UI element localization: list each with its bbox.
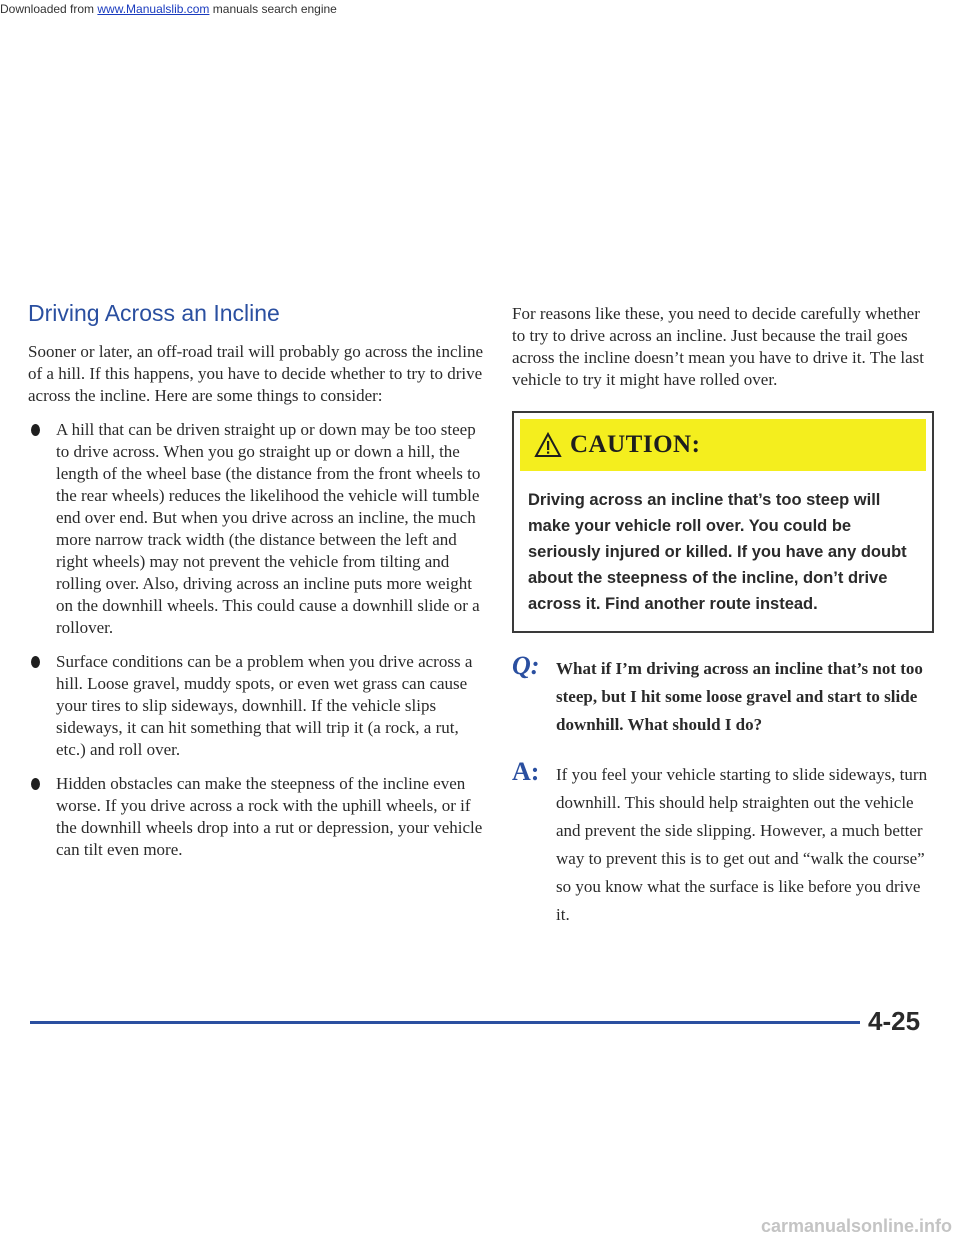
header-suffix: manuals search engine [209,2,337,16]
right-intro-paragraph: For reasons like these, you need to decide carefully whether to try to drive across an incline. Just because the trail goes across the incline doesn’t mean you have to drive it. The last vehicle to try it might have rolled over. [512,304,924,389]
bullet-icon [31,424,40,436]
site-watermark: carmanualsonline.info [760,1216,952,1236]
considerations-list [28,419,484,861]
intro-paragraph: Sooner or later, an off-road trail will probably go across the incline of a hill. If this happens, you have to decide whether to try to drive across the incline. Here are some things to consider: [28,342,484,405]
footer-rule [30,1021,860,1024]
download-header [0,2,960,16]
page-number: 4-25 [868,1006,921,1036]
bullet-icon [31,656,40,668]
bullet-icon [31,778,40,790]
caution-text: Driving across an incline that’s too steep will make your vehicle roll over. You could be seriously injured or killed. If you have any doubt about the steepness of the incline, don’t drive across it. Find another route instead. [528,491,907,613]
list-item [28,419,484,639]
warning-triangle-icon [534,432,562,458]
left-column [28,300,484,873]
section-title: Driving Across an Incline [28,300,280,326]
question-label: Q: [512,651,540,680]
list-item [28,651,484,761]
bullet-text: Hidden obstacles can make the steepness of the incline even worse. If you drive across a rock with the uphill wheels, or if the downhill wheels drop into a rut or depression, your vehicle can tilt even more. [56,774,483,859]
bullet-text: A hill that can be driven straight up or down may be too steep to drive across. When you go straight up or down a hill, the length of the wheel base (the distance from the front wheels to the rear wheels) reduces the likelihood the vehicle will tumble end over end. But when you drive across an incline, the much more narrow track width (the distance between the left and right wheels) may not prevent the vehicle from tilting and rolling over. Also, driving across an incline puts more weight on the downhill wheels. This could cause a downhill slide or a rollover. [56,420,481,637]
list-item [28,773,484,861]
right-column [512,303,934,929]
answer-text: If you feel your vehicle starting to slide sideways, turn downhill. This should help straighten out the vehicle and prevent the side slipping. However, a much better way to prevent this is to get out and “walk the course” so you know what the surface is like before you drive it. [556,765,928,924]
question-block [512,651,934,739]
caution-title: CAUTION: [570,431,701,458]
caution-box [512,411,934,633]
caution-header [520,419,926,471]
answer-block [512,757,934,929]
question-text: What if I’m driving across an incline that’s not too steep, but I hit some loose gravel and start to slide downhill. What should I do? [556,659,923,734]
bullet-text: Surface conditions can be a problem when you drive across a hill. Loose gravel, muddy spots, or even wet grass can cause your tires to slip sideways, downhill. If the vehicle slips sideways, it can hit something that will trip it (a rock, a rut, etc.) and roll over. [56,652,473,759]
answer-label: A: [512,757,540,786]
header-prefix: Downloaded from [0,2,98,16]
manualslib-link[interactable]: www.Manualslib.com [97,2,210,16]
